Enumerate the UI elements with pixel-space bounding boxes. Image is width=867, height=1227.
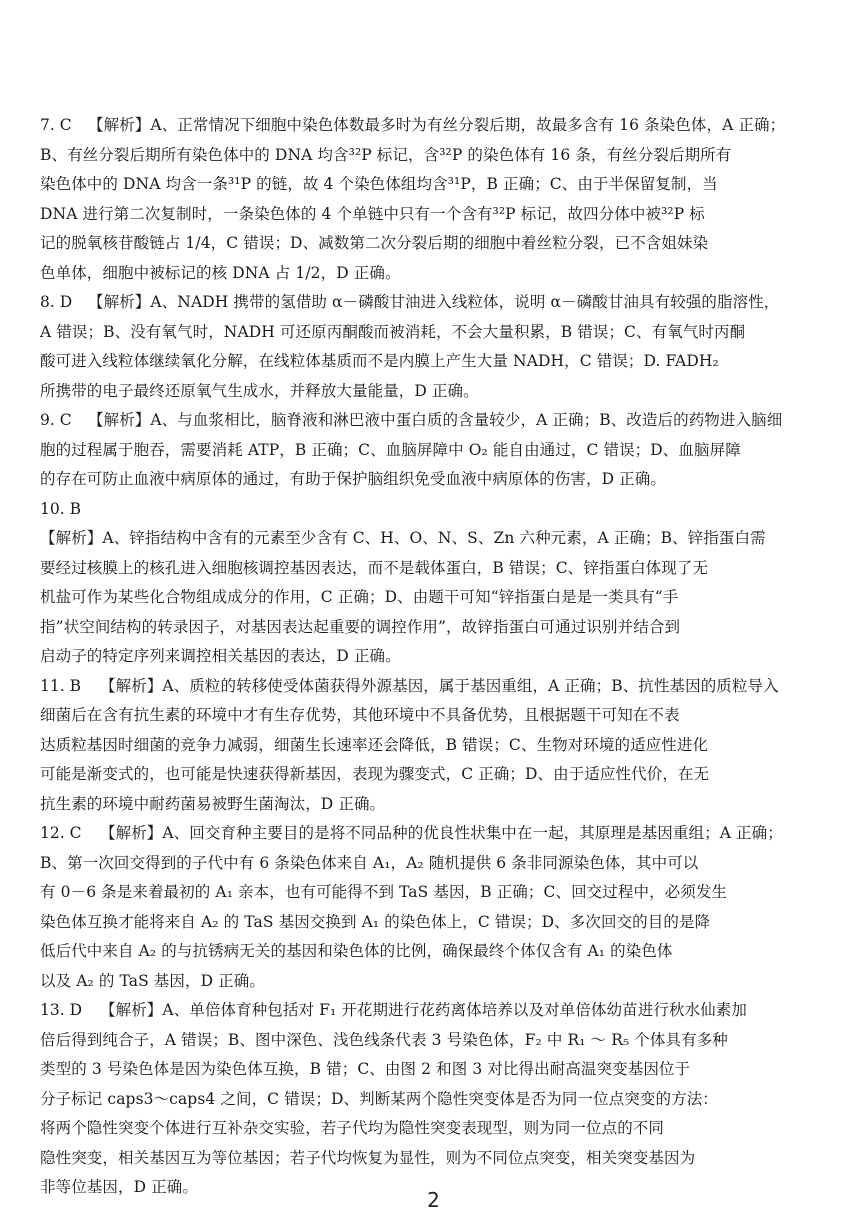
answer-line: 倍后得到纯合子，A 错误；B、图中深色、浅色线条代表 3 号染色体，F₂ 中 R₁ ～ R₅ 个体具有多种: [40, 1030, 728, 1049]
answer-line: 【解析】A、锌指结构中含有的元素至少含有 C、H、O、N、S、Zn 六种元素，A 正确；B、锌指蛋白需: [40, 529, 766, 547]
answer-line: 所携带的电子最终还原氧气生成水，并释放大量能量，D 正确。: [40, 381, 479, 400]
answer-line: 启动子的特定序列来调控相关基因的表达，D 正确。: [40, 647, 401, 665]
answer-line: 分子标记 caps3～caps4 之间，C 错误；D、判断某两个隐性突变体是否为同一位点突变的方法：: [40, 1089, 718, 1108]
answer-line: 【解析】A、回交育种主要目的是将不同品种的优良性状集中在一起，其原理是基因重组；A 正确；: [100, 824, 783, 842]
answer-line: 【解析】A、NADH 携带的氢借助 α－磷酸甘油进入线粒体，说明 α－磷酸甘油具有较强的脂溶性，: [88, 293, 780, 311]
answer-number: 11. B: [40, 676, 81, 695]
answer-line: 抗生素的环境中耐药菌易被野生菌淘汰，D 正确。: [40, 794, 386, 813]
answer-line: 【解析】A、正常情况下细胞中染色体数最多时为有丝分裂后期，故最多含有 16 条染色体，A 正确；: [88, 116, 786, 134]
answer-item-11: [40, 672, 820, 820]
answer-line: 酸可进入线粒体继续氧化分解，在线粒体基质而不是内膜上产生大量 NADH，C 错误；D. FADH₂: [40, 352, 719, 370]
answer-number: 12. C: [40, 824, 82, 842]
answer-line: 染色体互换才能将来自 A₂ 的 TaS 基因交换到 A₁ 的染色体上，C 错误；D、多次回交的目的是降: [40, 912, 711, 931]
answer-number: 7. C: [40, 116, 72, 134]
answer-item-12: [40, 819, 820, 996]
answer-number: 10. B: [40, 499, 81, 518]
answer-line: 将两个隐性突变个体进行互补杂交实验，若子代均为隐性突变表现型，则为同一位点的不同: [40, 1119, 665, 1137]
answer-line: B、第一次回交得到的子代中有 6 条染色体来自 A₁，A₂ 随机提供 6 条非同源染色体，其中可以: [40, 853, 699, 872]
answer-line: 【解析】A、质粒的转移使受体菌获得外源基因，属于基因重组，A 正确；B、抗性基因的质粒导入: [100, 676, 779, 695]
answer-item-10: [40, 495, 820, 672]
answer-item-7: [40, 111, 820, 288]
answer-line: 有 0－6 条是来着最初的 A₁ 亲本，也有可能得不到 TaS 基因，B 正确；C、回交过程中，必须发生: [40, 883, 728, 901]
answer-line: 可能是渐变式的，也可能是快速获得新基因，表现为骤变式，C 正确；D、由于适应性代价，在无: [40, 765, 710, 783]
answer-line: 胞的过程属于胞吞，需要消耗 ATP，B 正确；C、血脑屏障中 O₂ 能自由通过，C 错误；D、血脑屏障: [40, 440, 741, 459]
answer-line: 指”状空间结构的转录因子，对基因表达起重要的调控作用”，故锌指蛋白可通过识别并结合到: [40, 617, 681, 636]
answer-line: DNA 进行第二次复制时，一条染色体的 4 个单链中只有一个含有³²P 标记，故四分体中被³²P 标: [40, 204, 705, 223]
answer-number: 9. C: [40, 411, 72, 429]
answer-line: B、有丝分裂后期所有染色体中的 DNA 均含³²P 标记，含³²P 的染色体有 16 条，有丝分裂后期所有: [40, 145, 732, 164]
answer-line: 隐性突变，相关基因互为等位基因；若子代均恢复为显性，则为不同位点突变，相关突变基因为: [40, 1148, 696, 1167]
answer-line: 【解析】A、单倍体育种包括对 F₁ 开花期进行花药离体培养以及对单倍体幼苗进行秋水仙素加: [100, 1001, 747, 1019]
answer-line: 【解析】A、与血浆相比，脑脊液和淋巴液中蛋白质的含量较少，A 正确；B、改造后的药物进入脑细: [88, 411, 783, 429]
answer-line: 达质粒基因时细菌的竞争力减弱，细菌生长速率还会降低，B 错误；C、生物对环境的适应性进化: [40, 735, 709, 754]
page-number: 2: [427, 1188, 440, 1212]
answer-line: 要经过核膜上的核孔进入细胞核调控基因表达，而不是载体蛋白，B 错误；C、锌指蛋白体现了无: [40, 558, 709, 577]
answer-line: 细菌后在含有抗生素的环境中才有生存优势，其他环境中不具备优势，且根据题干可知在不表: [40, 706, 680, 724]
answer-line: 非等位基因，D 正确。: [40, 1178, 198, 1196]
answer-line: 色单体，细胞中被标记的核 DNA 占 1/2，D 正确。: [40, 263, 401, 282]
answer-line: A 错误；B、没有氧气时，NADH 可还原丙酮酸而被消耗，不会大量积累，B 错误；C、有氧气时丙酮: [40, 322, 746, 341]
answer-line: 类型的 3 号染色体是因为染色体互换，B 错；C、由图 2 和图 3 对比得出耐高温突变基因位于: [40, 1060, 691, 1078]
answer-line: 低后代中来自 A₂ 的与抗锈病无关的基因和染色体的比例，确保最终个体仅含有 A₁ 的染色体: [40, 942, 673, 960]
answer-item-13: [40, 996, 820, 1203]
answer-item-8: [40, 288, 820, 406]
answer-number: 13. D: [40, 1001, 83, 1019]
answer-line: 以及 A₂ 的 TaS 基因，D 正确。: [40, 971, 265, 990]
answer-line: 机盐可作为某些化合物组成成分的作用，C 正确；D、由题干可知“锌指蛋白是是一类具有“手: [40, 588, 679, 606]
answer-line: 染色体中的 DNA 均含一条³¹P 的链，故 4 个染色体组均含³¹P，B 正确；C、由于半保留复制，当: [40, 175, 718, 193]
answer-number: 8. D: [40, 293, 73, 311]
answer-list: [40, 111, 820, 1203]
answer-item-9: [40, 406, 820, 495]
answer-line: 记的脱氧核苷酸链占 1/4，C 错误；D、减数第二次分裂后期的细胞中着丝粒分裂，已不含姐妹染: [40, 234, 709, 252]
answer-line: 的存在可防止血液中病原体的通过，有助于保护脑组织免受血液中病原体的伤害，D 正确。: [40, 470, 666, 488]
